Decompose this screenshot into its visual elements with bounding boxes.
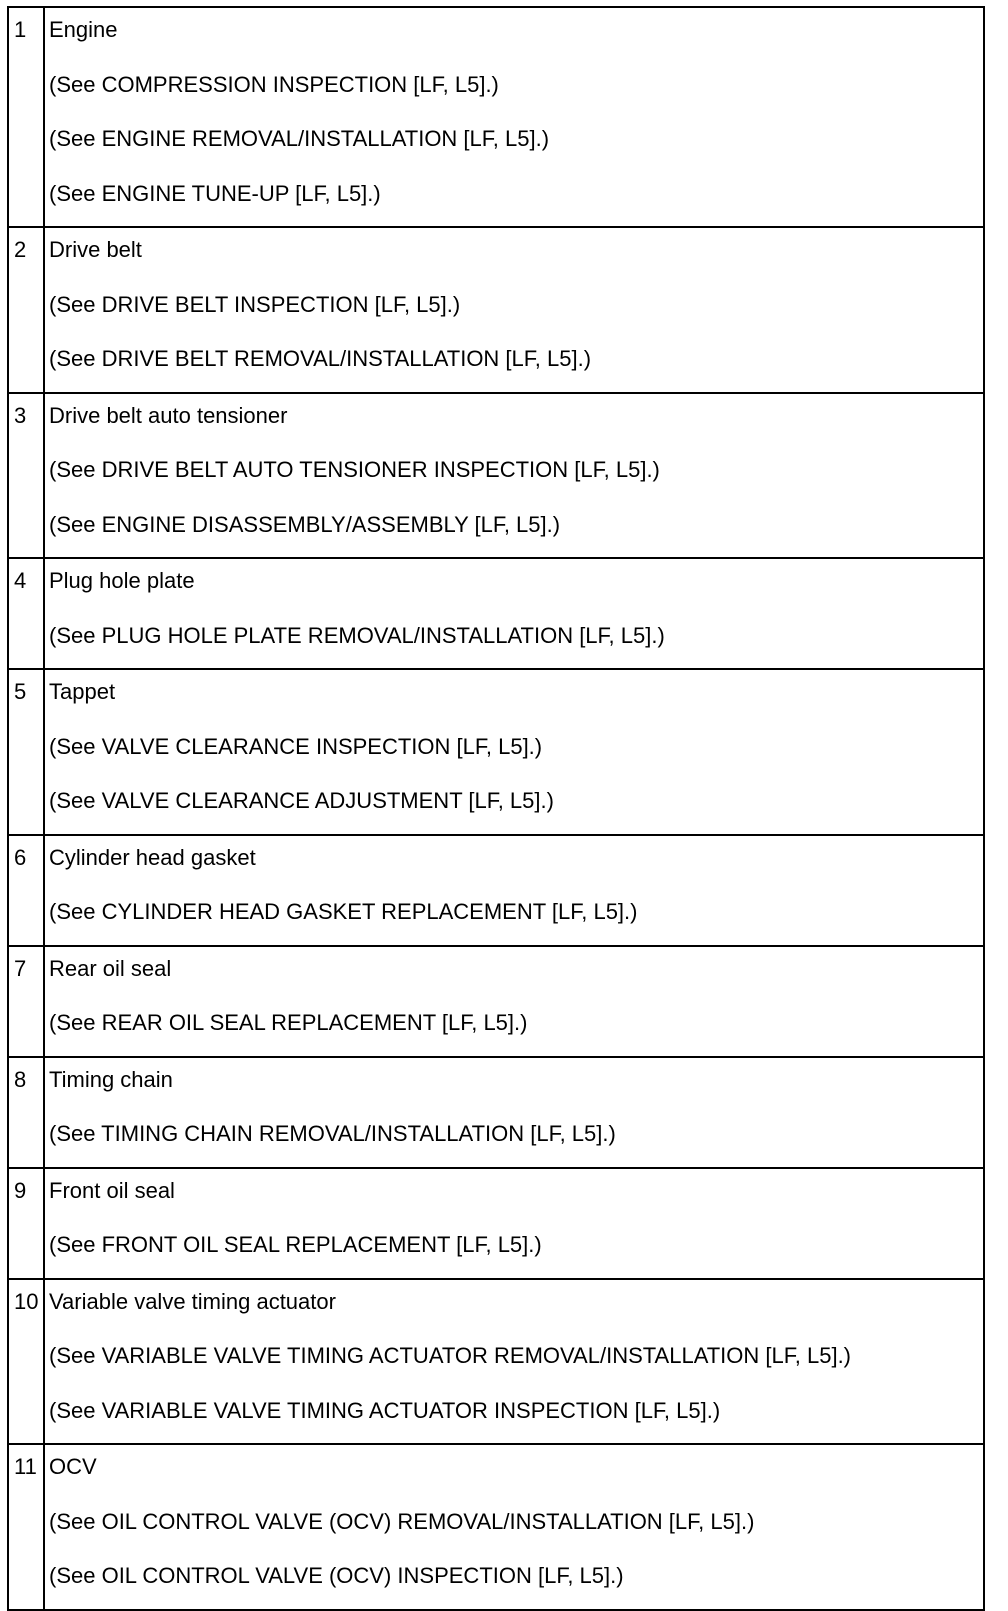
table-row	[8, 835, 984, 946]
item-description-cell	[44, 227, 984, 393]
reference-link[interactable]: (See VARIABLE VALVE TIMING ACTUATOR INSPECTION [LF, L5].)	[49, 1397, 721, 1423]
item-number: 4	[14, 568, 27, 593]
item-number-cell	[8, 558, 44, 669]
item-number: 8	[14, 1066, 27, 1092]
reference-link[interactable]: (See PLUG HOLE PLATE REMOVAL/INSTALLATION [LF, L5].)	[49, 622, 665, 648]
item-number-cell	[8, 1444, 44, 1610]
part-name: Engine	[49, 17, 118, 42]
table-row	[8, 558, 984, 669]
reference-link[interactable]: (See CYLINDER HEAD GASKET REPLACEMENT [LF, L5].)	[49, 899, 638, 924]
table-row	[8, 669, 984, 835]
item-description-cell	[44, 1057, 984, 1168]
reference-link[interactable]: (See VARIABLE VALVE TIMING ACTUATOR REMOVAL/INSTALLATION [LF, L5].)	[49, 1343, 852, 1368]
item-number-cell	[8, 393, 44, 559]
part-name: Drive belt	[49, 237, 142, 262]
item-number-cell	[8, 946, 44, 1057]
item-number: 5	[14, 679, 27, 704]
part-name: Drive belt auto tensioner	[49, 402, 288, 428]
item-number: 7	[14, 955, 27, 981]
table-row	[8, 1168, 984, 1279]
item-description-cell	[44, 1279, 984, 1445]
reference-link[interactable]: (See FRONT OIL SEAL REPLACEMENT [LF, L5].)	[49, 1232, 542, 1257]
item-number: 11	[14, 1454, 37, 1479]
part-name: Cylinder head gasket	[49, 844, 256, 870]
reference-link[interactable]: (See ENGINE REMOVAL/INSTALLATION [LF, L5].)	[49, 126, 550, 151]
part-name: Front oil seal	[49, 1177, 175, 1203]
item-description-cell	[44, 393, 984, 559]
reference-link[interactable]: (See TIMING CHAIN REMOVAL/INSTALLATION [LF, L5].)	[49, 1121, 616, 1146]
reference-link[interactable]: (See DRIVE BELT INSPECTION [LF, L5].)	[49, 291, 461, 317]
reference-link[interactable]: (See ENGINE DISASSEMBLY/ASSEMBLY [LF, L5].)	[49, 511, 561, 537]
table-row	[8, 393, 984, 559]
item-number-cell	[8, 7, 44, 227]
table-row	[8, 1279, 984, 1445]
item-number-cell	[8, 1279, 44, 1445]
table-row	[8, 1057, 984, 1168]
item-number: 3	[14, 402, 27, 428]
part-name: Rear oil seal	[49, 955, 172, 981]
part-name: Tappet	[49, 679, 116, 704]
item-number: 9	[14, 1177, 27, 1203]
item-number-cell	[8, 227, 44, 393]
reference-link[interactable]: (See OIL CONTROL VALVE (OCV) INSPECTION [LF, L5].)	[49, 1563, 624, 1588]
table-row	[8, 227, 984, 393]
item-description-cell	[44, 7, 984, 227]
parts-table	[7, 6, 985, 1611]
item-number-cell	[8, 669, 44, 835]
item-number-cell	[8, 1057, 44, 1168]
item-description-cell	[44, 558, 984, 669]
table-row	[8, 1444, 984, 1610]
reference-link[interactable]: (See COMPRESSION INSPECTION [LF, L5].)	[49, 71, 499, 97]
item-number: 1	[14, 17, 27, 42]
item-number: 2	[14, 237, 27, 262]
item-description-cell	[44, 1444, 984, 1610]
reference-link[interactable]: (See REAR OIL SEAL REPLACEMENT [LF, L5].)	[49, 1010, 528, 1035]
table-row	[8, 7, 984, 227]
item-description-cell	[44, 835, 984, 946]
part-name: OCV	[49, 1454, 97, 1479]
reference-link[interactable]: (See VALVE CLEARANCE ADJUSTMENT [LF, L5].)	[49, 788, 554, 813]
reference-link[interactable]: (See DRIVE BELT REMOVAL/INSTALLATION [LF, L5].)	[49, 346, 592, 371]
part-name: Plug hole plate	[49, 568, 195, 593]
table-row	[8, 946, 984, 1057]
item-number: 10	[14, 1288, 39, 1314]
item-number-cell	[8, 835, 44, 946]
reference-link[interactable]: (See VALVE CLEARANCE INSPECTION [LF, L5].)	[49, 733, 543, 759]
item-number-cell	[8, 1168, 44, 1279]
part-name: Timing chain	[49, 1066, 173, 1092]
item-number: 6	[14, 844, 27, 870]
reference-link[interactable]: (See OIL CONTROL VALVE (OCV) REMOVAL/INSTALLATION [LF, L5].)	[49, 1508, 755, 1534]
item-description-cell	[44, 669, 984, 835]
item-description-cell	[44, 1168, 984, 1279]
reference-link[interactable]: (See ENGINE TUNE-UP [LF, L5].)	[49, 180, 381, 206]
reference-link[interactable]: (See DRIVE BELT AUTO TENSIONER INSPECTION [LF, L5].)	[49, 457, 660, 482]
item-description-cell	[44, 946, 984, 1057]
parts-table-body	[8, 7, 984, 1610]
part-name: Variable valve timing actuator	[49, 1288, 336, 1314]
